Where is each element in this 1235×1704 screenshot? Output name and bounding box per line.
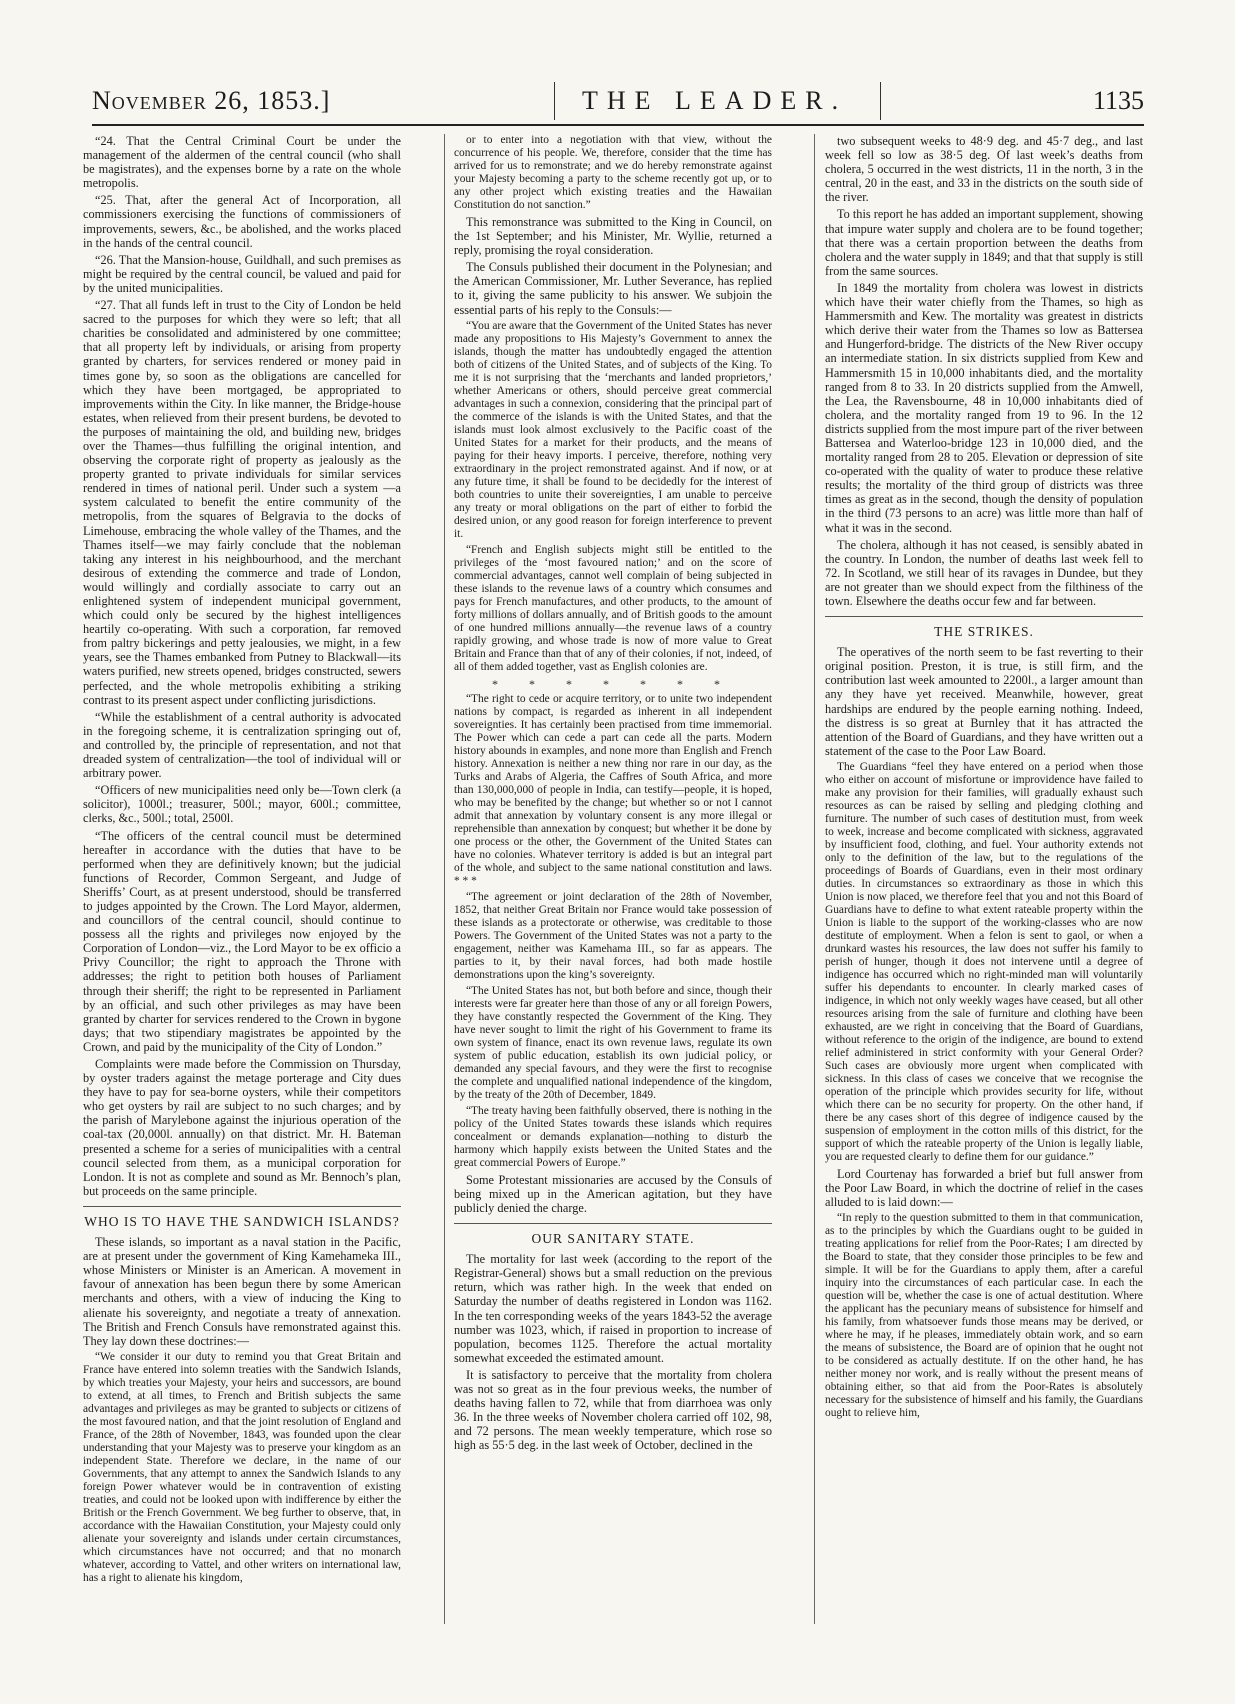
masthead (92, 80, 1144, 126)
quoted-paragraph: “The right to cede or acquire territory, or to unite two independent nations by compact, is regarded as inherent in all independent sovereignties. It has certainly been practised from time immemorial. The Power which can cede a part can cede all the parts. Modern history abounds in examples, and none more than English and French history. Annexation is neither a new thing nor rare in our day, as the Turks and Arabs of Algeria, the Caffres of South Africa, and more than 130,000,000 of people in India, can testify—people, it is hoped, who may be benefited by the change; but whether so or not I cannot admit that annexation by voluntary consent is any more illegal or reprehensible than annexation by conquest; but whether it be done by one process or the other, the Government of the United States can have no colonies. Whatever territory is added is but an integral part of the whole, and subject to the same national constitution and laws. * * * (454, 692, 772, 887)
article-heading: WHO IS TO HAVE THE SANDWICH ISLANDS? (83, 1206, 401, 1229)
article-heading: OUR SANITARY STATE. (454, 1223, 772, 1246)
quoted-paragraph: or to enter into a negotiation with that view, without the concurrence of his people. We, therefore, consider that the time has arrived for us to remonstrate; and we do hereby remonstrate against your Majesty becoming a party to the scheme recently got up, or to any other project which existing treaties and the Hawaiian Constitution do not sanction.” (454, 134, 772, 211)
paragraph: two subsequent weeks to 48·9 deg. and 45·7 deg., and last week fell so low as 38·5 deg. Of last week’s deaths from cholera, 5 occurred in the west districts, 11 in the north, 3 in the central, 20 in the east, and 33 in the districts on the south side of the river. (825, 134, 1143, 205)
page-number: 1135 (1092, 86, 1144, 115)
paragraph: Complaints were made before the Commission on Thursday, by oyster traders against the metage porterage and City dues they have to pay for sea-borne oysters, while their competitors who get oysters by rail are subject to no such charges; and by the parish of Marylebone against the injurious operation of the coal-tax (20,000l. annually) on that district. Mr. H. Bateman presented a scheme for a series of municipalities with a central council selected from them, as a municipal corporation for London. It is not as complete and sound as Mr. Bennoch’s plan, but proceeds on the same principle. (83, 1057, 401, 1198)
quoted-paragraph: “We consider it our duty to remind you that Great Britain and France have entered into solemn treaties with the Sandwich Islands, by which treaties your Majesty, your heirs and successors, are bound to extend, at all times, to French and British subjects the same advantages and privileges as may be granted to subjects or citizens of the most favoured nation, and that the joint resolution of England and France, of the 28th of November, 1843, was founded upon the clear understanding that your Majesty was to preserve your kingdom as an independent State. Therefore we declare, in the name of our Governments, that any attempt to annex the Sandwich Islands to any foreign Power whatever would be in contravention of existing treaties, and could not be looked upon with indifference by either the British or the French Government. We beg further to observe, that, in accordance with the Hawaiian Constitution, your Majesty could only alienate your sovereignty and islands under certain circumstances, which circumstances have not occurred; and that no monarch whatever, according to Vattel, and other writers on international law, has a right to alienate his kingdom, (83, 1350, 401, 1584)
quoted-paragraph: “You are aware that the Government of the United States has never made any propositions to His Majesty’s Government to annex the islands, though the matter has undoubtedly engaged the attention both of citizens of the United States, and of subjects of the King. To me it is not surprising that the ‘merchants and landed proprietors,’ whether Americans or others, should perceive great commercial advantages in such a connexion, considering that the principal part of the commerce of the islands is with the United States, and that the islands must look almost exclusively to the Pacific coast of the United States for a market for their products, and the means of paying for their heavy imports. I perceive, therefore, nothing very extraordinary in the project remonstrated against. And if now, or at any future time, it shall be found to be decidedly for the interest of both countries to unite their sovereignties, I am unable to perceive any treaty or moral obligations on the part of either to forbid the desired union, or any good reason for foreign interference to prevent it. (454, 319, 772, 540)
quoted-paragraph: “The treaty having been faithfully observed, there is nothing in the policy of the United States towards these islands which requires concealment or demands explanation—nothing to disturb the harmony which happily exists between the United States and the great commercial Powers of Europe.” (454, 1104, 772, 1169)
column-1 (83, 134, 401, 1594)
column-divider (444, 134, 445, 1624)
paragraph: Some Protestant missionaries are accused by the Consuls of being mixed up in the American agitation, but they have publicly denied the charge. (454, 1172, 772, 1215)
paragraph: These islands, so important as a naval station in the Pacific, are at present under the government of King Kamehameka III., whose Ministers or Minister is an American. A movement in favour of annexation has been begun there by some American merchants and others, with a view of inducing the King to alienate his sovereignty, and negotiate a treaty of annexation. The British and French Consuls have remonstrated against this. They lay down these doctrines:— (83, 1235, 401, 1348)
paragraph: “25. That, after the general Act of Incorporation, all commissioners exercising the functions of commissioners of improvements, sewers, &c., be abolished, and the works placed in the hands of the central council. (83, 193, 401, 250)
paragraph: This remonstrance was submitted to the King in Council, on the 1st September; and his Minister, Mr. Wyllie, returned a reply, promising the royal consideration. (454, 215, 772, 258)
column-divider (814, 134, 815, 1624)
paragraph: The mortality for last week (according to the report of the Registrar-General) shows but a small reduction on the previous return, which was rather high. In the week that ended on Saturday the number of deaths registered in London was 1162. In the ten corresponding weeks of the years 1843-52 the average number was 1023, which, if raised in proportion to increase of population, becomes 1125. Therefore the actual mortality somewhat exceeded the estimated amount. (454, 1252, 772, 1365)
quoted-paragraph: “The United States has not, but both before and since, though their interests were far greater here than those of any or all foreign Powers, they have constantly respected the Government of the King. They have never sought to limit the right of his Government to frame its own system of finance, enact its own revenue laws, regulate its own system of public education, establish its own judicial policy, or demanded any special favours, and they were the first to recognise the complete and unqualified national independence of the kingdom, by the treaty of the 20th of December, 1849. (454, 984, 772, 1101)
paragraph: The cholera, although it has not ceased, is sensibly abated in the country. In London, the number of deaths last week fell to 72. In Scotland, we still hear of its ravages in Dundee, but they are not greater than we should expect from the filthiness of the town. Elsewhere the deaths occur few and far between. (825, 537, 1143, 608)
issue-date: November 26, 1853.] (92, 86, 331, 115)
quoted-paragraph: “The agreement or joint declaration of the 28th of November, 1852, that neither Great Britain nor France would take possession of these islands as a protectorate or otherwise, was creditable to those Powers. The Government of the United States was not a party to the engagement, neither was Kamehama III., so far as appears. The parties to it, by their naval forces, had both made hostile demonstrations upon the king’s sovereignty. (454, 890, 772, 981)
paragraph: “26. That the Mansion-house, Guildhall, and such premises as might be required by the central council, be valued and paid for by the united municipalities. (83, 252, 401, 295)
paragraph: It is satisfactory to perceive that the mortality from cholera was not so great as in the four previous weeks, the number of deaths having fallen to 72, while that from diarrhoea was only 36. In the three weeks of November cholera carried off 102, 98, and 72 persons. The mean weekly temperature, which rose so high as 55·5 deg. in the last week of October, declined in the (454, 1367, 772, 1453)
newspaper-title: THE LEADER. (582, 86, 848, 115)
paragraph: The operatives of the north seem to be fast reverting to their original position. Preston, it is true, is still firm, and the contribution last week amounted to 2200l., a larger amount than any they have yet received. Meanwhile, however, great hardships are endured by the people earning nothing. Indeed, the distress is so great at Burnley that it has attracted the attention of the Board of Guardians, and they have written out a statement of the case to the Poor Law Board. (825, 645, 1143, 758)
quoted-paragraph: “In reply to the question submitted to them in that communication, as to the principles by which the Guardians ought to be guided in treating applications for relief from the Poor-Rates; I am directed by the Board to state, that they consider those principles to be few and simple. It will be for the Guardians to apply them, after a careful inquiry into the circumstances of each particular case. In each the question will be, whether the case is one of actual destitution. Where the applicant has the pecuniary means of subsistence for himself and his family, from whatsoever funds those means may be derived, or where he may, if he pleases, immediately obtain work, and so earn the means of subsistence, the Board are of opinion that he ought not to be considered as actually destitute. If on the other hand, he has neither money nor work, and is really without the present means of obtaining either, so that aid from the Poor-Rates is absolutely necessary for the subsistence of himself and his family, the Guardians ought to relieve him, (825, 1212, 1143, 1420)
masthead-divider (554, 82, 555, 120)
paragraph: “Officers of new municipalities need only be—Town clerk (a solicitor), 1000l.; treasurer, 500l.; mayor, 600l.; committee, clerks, &c., 500l.; total, 2500l. (83, 783, 401, 826)
quoted-paragraph: The Guardians “feel they have entered on a period when those who either on account of misfortune or improvidence have failed to make any provision for their families, will gradually exhaust such resources as can be raised by selling and pledging clothing and furniture. The number of such cases of destitution must, from week to week, increase and become complicated with sickness, aggravated by insufficient food, clothing, and fuel. Your authority extends not only to the definition of the law, but to the regulations of the proceedings of Boards of Guardians, even in their most ordinary duties. In circumstances so extraordinary as those in which this Union is now placed, we therefore feel that you and not this Board of Guardians have to define to what extent rateable property within the Union is liable to the support of the working-classes who are now destitute of employment. When a felon is sent to gaol, or when a drunkard wastes his resources, the law does not suffer his family to perish of hunger, though it does not intervene until a degree of indigence has occurred which no right-minded man will voluntarily suffer his dependants to encounter. In clearly marked cases of indigence, in which not only weekly wages have ceased, but all other resources arising from the sale of furniture and clothing have been exhausted, are we right in conceiving that the Board of Guardians, without reference to the origin of the indigence, are bound to extend relief administered in strict conformity with your General Order? Such cases are obviously more urgent when complicated with sickness. In this class of cases we conceive that we recognise the operation of the principle which provides security for life, without which there can be no security for property. On the other hand, if there be any cases short of this degree of indigence caused by the suspension of employment in the cotton mills of this district, for the support of which the rateable property of the Union is legally liable, you are requested clearly to define them for our guidance.” (825, 760, 1143, 1163)
paragraph: In 1849 the mortality from cholera was lowest in districts which have their water chiefly from the Thames, so high as Hammersmith and Kew. The mortality was greatest in districts which derive their water from the Thames so low as Battersea and Hungerford-bridge. The districts of the New River occupy an intermediate station. In six districts supplied from Kew and Hammersmith 15 in 10,000 inhabitants died, and the mortality ranged from 8 to 33. In 20 districts supplied from the Amwell, the Lea, the Ravensbourne, 48 in 10,000 inhabitants died of cholera, and the mortality ranged from 19 to 96. In the 12 districts supplied from the most impure part of the river between Battersea and Waterloo-bridge 123 in 10,000 died, and the mortality ranged from 28 to 205. Elevation or depression of site co-operated with the quality of water to produce these relative results; the mortality of the third group of districts was three times as great as in the second, though the density of population in the third (73 persons to an acre) was little more than half of what it was in the second. (825, 280, 1143, 535)
paragraph: “27. That all funds left in trust to the City of London be held sacred to the purposes for which they were so left; that all charities be consolidated and administered by one committee; that all property left by individuals, or arising from property granted by charters, for services rendered or money paid in times gone by, so soon as the obligations are cancelled for which they have been mortgaged, be appropriated to improvements within the City. In like manner, the Bridge-house estates, when relieved from their present burdens, be devoted to the purposes of maintaining the old, and building new, bridges over the Thames—thus fulfilling the original intention, and observing the corporate right of property as jealously as the property granted to private individuals for similar services rendered in times of national peril. Under such a system —a system calculated to benefit the entire community of the metropolis, from the squares of Belgravia to the docks of Limehouse, embracing the whole valley of the Thames, and the Thames itself—we may fairly conclude that the nobleman taking any interest in his neighbourhood, and the merchant desirous of extending the commerce and trade of London, would willingly and cordially associate to carry out an enlightened system of independent municipal government, which could only be secured by the highest intelligences heartily co-operating. With such a corporation, far removed from paltry bickerings and petty jealousies, we might, in a few years, see the Thames embanked from Putney to Blackwall—its waters purified, new streets opened, bridges constructed, sewers perfected, and the whole metropolis exhibiting a striking contrast to its present aspect under conflicting jurisdictions. (83, 298, 401, 707)
quoted-paragraph: “French and English subjects might still be entitled to the privileges of the ‘most favoured nation;’ and on the score of commercial advantages, cannot well complain of being subjected in these islands to the revenue laws of a country which consumes and pays for French manufactures, and other products, to the amount of forty millions of dollars annually, and of British goods to the amount of one hundred millions annually—the revenue laws of a country rapidly growing, and whose trade is now of more value to Great Britain and France than that of any of their colonies, if not, indeed, of all of them added together, vast as English colonies are. (454, 543, 772, 673)
paragraph: To this report he has added an important supplement, showing that impure water supply and cholera are to be found together; that there was a certain proportion between the deaths from cholera and the water supply in 1849; and that that supply is still from the same sources. (825, 207, 1143, 278)
column-3 (825, 134, 1143, 1594)
paragraph: Lord Courtenay has forwarded a brief but full answer from the Poor Law Board, in which the doctrine of relief in the cases alluded to is laid down:— (825, 1166, 1143, 1210)
paragraph: “24. That the Central Criminal Court be under the management of the aldermen of the central council (who shall be magistrates), and the expenses borne by a rate on the whole metropolis. (83, 134, 401, 191)
paragraph: The Consuls published their document in the Polynesian; and the American Commissioner, Mr. Luther Severance, has replied to it, giving the same publicity to his answer. We subjoin the essential parts of his reply to the Consuls:— (454, 260, 772, 317)
column-2 (454, 134, 772, 1594)
section-stars: * * * * * * * (492, 676, 734, 691)
paragraph: “The officers of the central council must be determined hereafter in accordance with the duties that have to be performed when they are definitively known; but the judicial functions of Recorder, Common Sergeant, and Judge of Sheriffs’ Court, as at present understood, should be transferred to judges appointed by the Crown. The Lord Mayor, aldermen, and councillors of the central council, should continue to possess all the rights and privileges now enjoyed by the Corporation of London—viz., the Lord Mayor to be ex officio a Privy Councillor; the right to approach the Throne with addresses; the right to petition both houses of Parliament through their sheriff; the right to be represented in Parliament by an official, and such other privileges as may have been granted by charter for services rendered to the Crown in bygone days; that two stipendiary magistrates be appointed by the Crown, and paid by the municipality of the City of London.” (83, 828, 401, 1054)
masthead-divider (880, 82, 881, 120)
article-heading: THE STRIKES. (825, 616, 1143, 639)
paragraph: “While the establishment of a central authority is advocated in the foregoing scheme, it is centralization springing out of, and controlled by, the principle of representation, and not that dreaded system of centralization—the tool of individual will or arbitrary power. (83, 709, 401, 781)
